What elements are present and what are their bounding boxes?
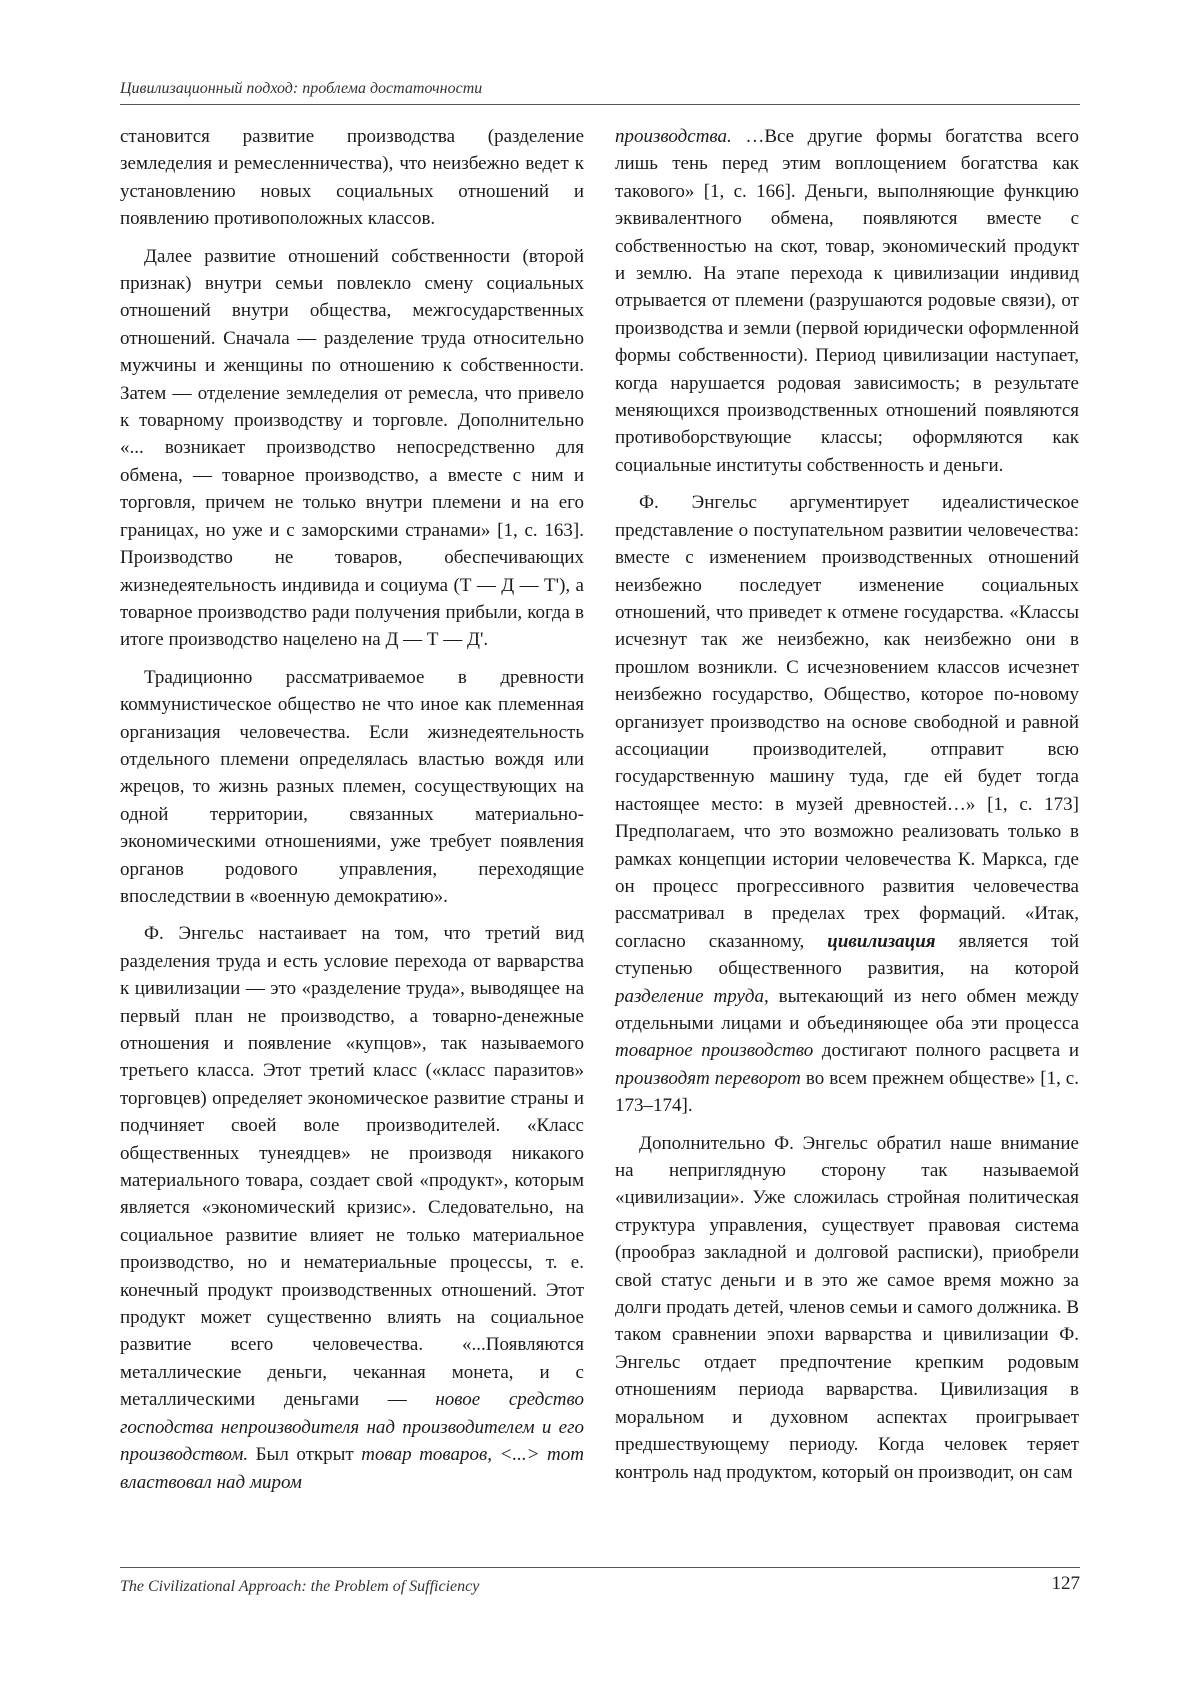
right-column (615, 123, 1079, 1486)
paragraph: Традиционно рассматриваемое в древности коммунистическое общество не что иное как племенная организация человечества. Если жизнедеятельность отдельного племени определялась властью вождя или жрецов, то жизнь разных племен, сосуществующих на одной территории, связанных материально-экономическими отношениями, уже требует появления органов родового управления, переходящие впоследствии в «военную демократию». (120, 666, 584, 907)
paragraph: Дополнительно Ф. Энгельс обратил наше внимание на неприглядную сторону так называемой «цивилизации». Уже сложилась стройная политическая структура управления, существует правовая система (прообраз закладной и долговой расписки), приобрели свой статус деньги и в это же самое время можно за долги продать детей, членов семьи и самого должника. В таком сравнении эпохи варварства и цивилизации Ф. Энгельс отдает предпочтение крепким родовым отношениям периода варварства. Цивилизация в моральном и духовном аспектах проигрывает предшествующему периоду. Когда человек теряет контроль над продуктом, который он производит, он сам (615, 1132, 1079, 1483)
paragraph (615, 123, 1079, 479)
footer-divider (120, 1567, 1080, 1568)
paragraph (615, 489, 1079, 1119)
italic-quote: производства. (615, 126, 732, 147)
text-run: достигают полного расцвета и (813, 1040, 1080, 1062)
italic-quote: новое средство господства непроизводителя над производителем и его производством. (120, 1389, 584, 1466)
text-run: , вытекающий из него обмен между отдельными лицами и объединяющее оба эти процесса (615, 985, 1079, 1034)
header-divider (120, 104, 1080, 105)
italic-term: производят переворот (615, 1067, 801, 1089)
paragraph: становится развитие производства (разделение земледелия и ремесленничества), что неизбежно ведет к установлению новых социальных отношений и появлению противоположных классов. (120, 126, 584, 230)
text-run: Ф. Энгельс аргументирует идеалистическое представление о поступательном развитии человечества: вместе с изменением производственных отношений неизбежно последует изменение социальных отношений, что приведет к отмене государства. «Классы исчезнут так же неизбежно, как неизбежно они в прошлом возникли. С исчезновением классов исчезнет неизбежно государство, Общество, которое по-новому организует производство на основе свободной и равной ассоциации производителей, отправит всю государственную машину туда, где ей будет тогда настоящее место: в музей древностей…» [1, с. 173] Предполагаем, что это возможно реализовать только в рамках концепции истории человечества К. Маркса, где он процесс прогрессивного развития человечества рассматривал в пределах трех формаций. «Итак, согласно сказанному, (615, 492, 1079, 952)
text-run: Ф. Энгельс настаивает на том, что третий вид разделения труда и есть условие перехода от варварства к цивилизации — это «разделение труда», выводящее на первый план не производство, а товарно-денежные отношения и появление «купцов», так называемого третьего класса. Этот третий класс («класс паразитов» торговцев) определяет экономическое развитие страны и подчиняет своей воле производителей. «Класс общественных тунеядцев» не производя никакого материального товара, создает свой «продукт», которым является «экономический кризис». Следовательно, на социальное развитие влияет не только материальное производство, но и нематериальные процессы, т. е. конечный продукт производственных отношений. Этот продукт может существенно влиять на социальное развитие всего человечества. «...Появляются металлические деньги, чеканная монета, и с металлическими деньгами — (120, 923, 584, 1411)
left-column (120, 123, 584, 1496)
text-run: является той ступенью общественного развития, на которой (615, 930, 1080, 980)
paragraph (120, 920, 584, 1496)
page-number: 127 (1051, 1573, 1080, 1594)
footer-journal-title: The Civilizational Approach: the Problem of Sufficiency (120, 1578, 480, 1595)
text-run: …Все другие формы богатства всего лишь тень перед этим воплощением богатства как такового» [1, с. 166]. Деньги, выполняющие функцию эквивалентного обмена, появляются вместе с собственностью на скот, товар, экономический продукт и землю. На этапе перехода к цивилизации индивид отрывается от племени (разрушаются родовые связи), от производства и земли (первой юридически оформленной формы собственности). Период цивилизации наступает, когда нарушается родовая зависимость; в результате меняющихся производственных отношений появляются противоборствующие классы; оформляются как социальные институты собственность и деньги. (615, 126, 1079, 476)
italic-term: товарное производство (615, 1040, 814, 1062)
italic-quote: товар товаров, <...> тот властвовал над миром (120, 1444, 585, 1493)
italic-term: разделение труда (615, 985, 764, 1007)
running-header-title: Цивилизационный подход: проблема достаточности (120, 80, 483, 97)
text-run: Был открыт (248, 1444, 362, 1466)
bold-italic-term: цивилизация (827, 930, 936, 952)
paragraph: Далее развитие отношений собственности (второй признак) внутри семьи повлекло смену социальных отношений внутри общества, межгосударственных отношений. Сначала — разделение труда относительно мужчины и женщины по отношению к собственности. Затем — отделение земледелия от ремесла, что привело к товарному производству и торговле. Дополнительно «... возникает производство непосредственно для обмена, — товарное производство, а вместе с ним и торговля, причем не только внутри племени и на его границах, но уже и с заморскими странами» [1, с. 163]. Производство не товаров, обеспечивающих жизнедеятельность индивида и социума (Т — Д — Т'), а товарное производство ради получения прибыли, когда в итоге производство нацелено на Д — Т — Д'. (120, 245, 584, 651)
text-run: во всем прежнем обществе» [1, с. 173–174]. (615, 1067, 1079, 1117)
